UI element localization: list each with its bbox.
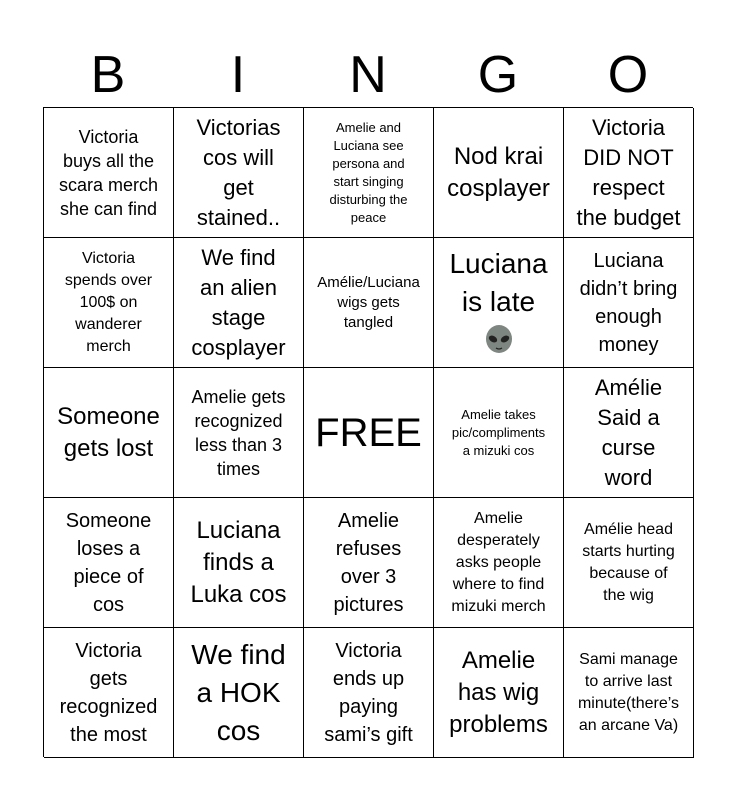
cell-text: Nod krai cosplayer	[447, 142, 550, 202]
bingo-cell[interactable]	[434, 108, 564, 238]
bingo-cell[interactable]	[44, 368, 174, 498]
cell-text: Victoria DID NOT respect the budget	[576, 114, 681, 230]
bingo-cell[interactable]	[434, 238, 564, 368]
cell-text: Victoria gets recognized the most	[59, 639, 158, 746]
bingo-card	[43, 107, 693, 757]
bingo-cell[interactable]	[174, 238, 304, 368]
bingo-cell[interactable]	[564, 238, 694, 368]
bingo-cell[interactable]	[44, 238, 174, 368]
header-letter-n: N	[349, 46, 387, 104]
bingo-cell[interactable]	[174, 498, 304, 628]
cell-text: Someone loses a piece of cos	[65, 509, 152, 616]
cell-text: We find a HOK cos	[191, 638, 286, 746]
bingo-cell[interactable]	[304, 108, 434, 238]
cell-text: Luciana is late	[449, 248, 548, 317]
bingo-cell[interactable]	[304, 498, 434, 628]
cell-text: Victorias cos will get stained..	[196, 114, 281, 230]
header-letter-g: G	[477, 46, 519, 104]
bingo-header	[43, 44, 693, 106]
header-letter-i: I	[230, 46, 246, 104]
cell-text: Amélie/Luciana wigs gets tangled	[317, 273, 420, 331]
bingo-cell[interactable]	[564, 368, 694, 498]
header-letter-b: B	[90, 46, 126, 104]
bingo-cell[interactable]	[434, 628, 564, 758]
cell-text: Luciana didn’t bring enough money	[579, 249, 678, 356]
cell-text: We find an alien stage cosplayer	[191, 244, 286, 360]
bingo-cell[interactable]	[434, 368, 564, 498]
bingo-cell[interactable]	[304, 628, 434, 758]
cell-text: Luciana finds a Luka cos	[190, 516, 287, 608]
header-letter-o: O	[607, 46, 649, 104]
cell-text: Amelie desperately asks people where to find mizuki merch	[451, 509, 546, 615]
bingo-cell[interactable]	[174, 628, 304, 758]
cell-text: Amélie Said a curse word	[594, 374, 663, 490]
cell-text: Amelie has wig problems	[449, 646, 548, 738]
bingo-cell[interactable]	[564, 108, 694, 238]
cell-text: Amelie takes pic/compliments a mizuki cos	[451, 406, 546, 458]
bingo-cell[interactable]	[44, 108, 174, 238]
cell-text: Sami manage to arrive last minute(there’s an arcane Va)	[577, 650, 680, 734]
alien-icon	[482, 325, 516, 355]
cell-text: Victoria ends up paying sami’s gift	[324, 639, 413, 746]
bingo-cell[interactable]	[304, 238, 434, 368]
cell-text: Amélie head starts hurting because of the wig	[582, 520, 675, 604]
bingo-cell[interactable]	[564, 498, 694, 628]
free-cell[interactable]	[304, 368, 434, 498]
cell-text: Amelie refuses over 3 pictures	[333, 509, 404, 616]
cell-content	[449, 245, 547, 360]
bingo-cell[interactable]	[44, 628, 174, 758]
bingo-cell[interactable]	[174, 368, 304, 498]
bingo-cell[interactable]	[434, 498, 564, 628]
cell-text: Someone gets lost	[57, 402, 160, 462]
free-space-label: FREE	[315, 410, 422, 455]
cell-text: Amelie and Luciana see persona and start singing disturbing the peace	[329, 119, 408, 225]
bingo-cell[interactable]	[174, 108, 304, 238]
bingo-cell[interactable]	[564, 628, 694, 758]
cell-text: Amelie gets recognized less than 3 times	[191, 386, 286, 479]
bingo-cell[interactable]	[44, 498, 174, 628]
cell-text: Victoria spends over 100$ on wanderer merch	[64, 249, 153, 355]
cell-text: Victoria buys all the scara merch she can find	[58, 126, 159, 219]
